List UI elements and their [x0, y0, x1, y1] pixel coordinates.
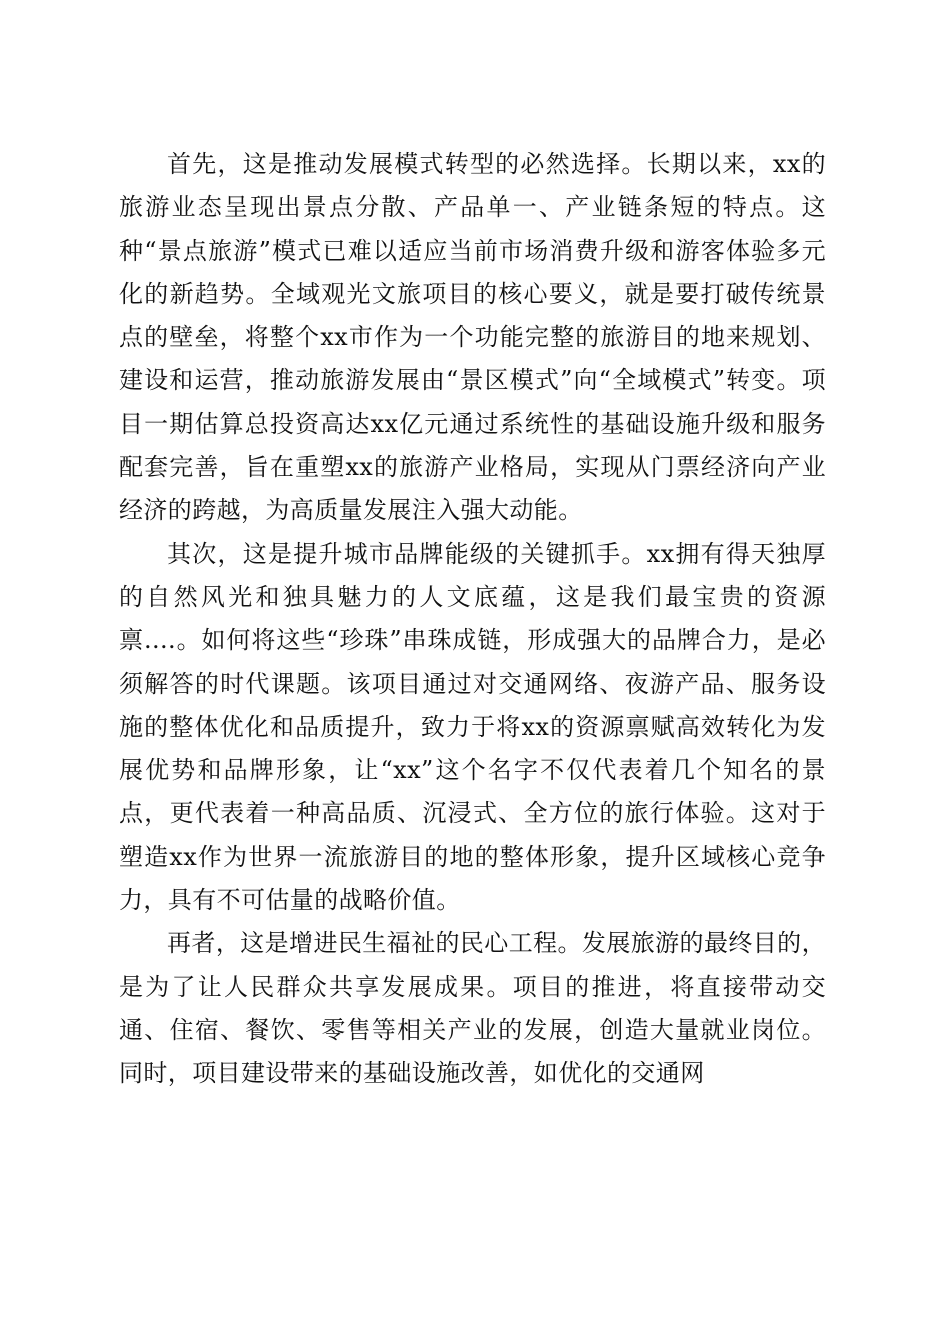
paragraph-2: 其次，这是提升城市品牌能级的关键抓手。xx拥有得天独厚的自然风光和独具魅力的人文底蕴，这是我们最宝贵的资源禀....。如何将这些“珍珠”串珠成链，形成强大的品牌合力，是必须解答的时代课题。该项目通过对交通网络、夜游产品、服务设施的整体优化和品质提升，致力于将xx的资源禀赋高效转化为发展优势和品牌形象，让“xx”这个名字不仅代表着几个知名的景点，更代表着一种高品质、沉浸式、全方位的旅行体验。这对于塑造xx作为世界一流旅游目的地的整体形象，提升区域核心竞争力，具有不可估量的战略价值。 — [119, 539, 826, 915]
document-body — [119, 143, 826, 1096]
paragraph-1: 首先，这是推动发展模式转型的必然选择。长期以来，xx的旅游业态呈现出景点分散、产品单一、产业链条短的特点。这种“景点旅游”模式已难以适应当前市场消费升级和游客体验多元化的新趋势。全域观光文旅项目的核心要义，就是要打破传统景点的壁垒，将整个xx市作为一个功能完整的旅游目的地来规划、建设和运营，推动旅游发展由“景区模式”向“全域模式”转变。项目一期估算总投资高达xx亿元通过系统性的基础设施升级和服务配套完善，旨在重塑xx的旅游产业格局，实现从门票经济向产业经济的跨越，为高质量发展注入强大动能。 — [119, 150, 826, 525]
paragraph-3: 再者，这是增进民生福祉的民心工程。发展旅游的最终目的，是为了让人民群众共享发展成果。项目的推进，将直接带动交通、住宿、餐饮、零售等相关产业的发展，创造大量就业岗位。同时，项目建设带来的基础设施改善，如优化的交通网 — [119, 929, 826, 1088]
